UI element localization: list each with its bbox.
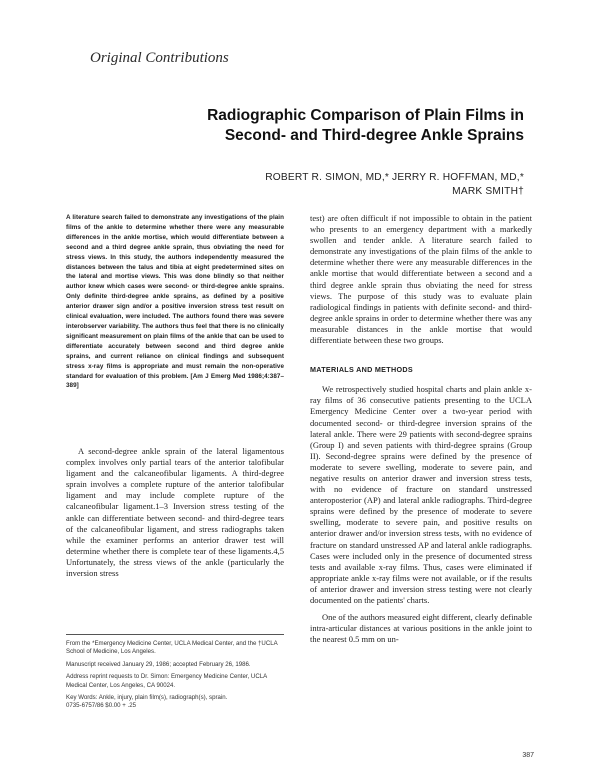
footnote-keywords: Key Words: Ankle, injury, plain film(s), radiograph(s), sprain.	[66, 694, 228, 702]
author-line-1: ROBERT R. SIMON, MD,* JERRY R. HOFFMAN, MD,*	[265, 172, 524, 183]
title-line-1: Radiographic Comparison of Plain Films in	[207, 107, 524, 124]
author-list	[84, 171, 524, 199]
footnote-rule	[66, 634, 284, 635]
footnotes	[66, 640, 284, 715]
footnote-reprints: Address reprint requests to Dr. Simon: Emergency Medicine Center, UCLA Medical Center, Los Angeles, CA 90024.	[66, 673, 267, 689]
author-line-2: MARK SMITH†	[452, 186, 524, 197]
intro-paragraph: A second-degree ankle sprain of the lateral ligamentous complex involves only partial tears of the anterior talofibular ligament and the calcaneofibular ligaments. A third-degree sprain involves a complete rupture of the anterior talofibular ligament and may include complete rupture of the calcaneofibular ligament.1–3 Inversion stress testing of the ankle can differentiate between second- and third-degree tears of the calcaneofibular ligament, and stress radiographs taken while the examiner performs an anterior drawer test will determine whether there is complete tear of these ligaments.4,5 Unfortunately, the stress views of the ankle (particularly the inversion stress	[66, 446, 284, 579]
footnote-received: Manuscript received January 29, 1986; accepted February 26, 1986.	[66, 660, 251, 668]
footnote-affiliation: From the *Emergency Medicine Center, UCLA Medical Center, and the †UCLA School of Medicine, Los Angeles.	[66, 640, 278, 656]
footnote-code: 0735-6757/86 $0.00 + .25	[66, 702, 136, 710]
page-number: 387	[522, 752, 534, 759]
article-title	[84, 106, 524, 146]
right-column	[310, 213, 532, 651]
methods-paragraph-2: One of the authors measured eight different, clearly definable intra-articular distances at various positions in the ankle joint to the nearest 0.5 mm on un-	[310, 612, 532, 645]
right-intro-paragraph: test) are often difficult if not impossible to obtain in the patient who presents to an emergency department with a markedly swollen and tender ankle. A literature search failed to demonstrate any investigations of the plain films of the ankle to determine whether there were any measurable differences in the ankle mortise that would differentiate between a second and a third degree ankle sprain thus obviating the need for stress views. The purpose of this study was to evaluate plain radiological findings in patients with definite second- and third-degree ankle sprains in order to determine whether there was any measurable distances in the ankle mortise that would differentiate between these two groups.	[310, 213, 532, 346]
abstract: A literature search failed to demonstrate any investigations of the plain films of the ankle to determine whether there were any measurable differences in the ankle mortise, which would differentiate between a second and a third degree ankle sprain, thus obviating the need for stress views. In this study, the authors independently measured the distances between the talus and tibia at eight predetermined sites on the lateral and mortise views. This was done blindly so that neither author knew which cases were second- or third-degree ankle sprains. Only definite third-degree ankle sprains, as defined by a positive anterior drawer sign and/or a positive inversion stress test result on clinical evaluation, were included. The authors found there was severe interobserver variability. The authors thus feel that there is no clinically significant measurement on plain films of the ankle that can be used to differentiate accurately between second and third degree ankle sprains, and current reliance on clinical findings and subsequent stress x-ray films is appropriate and must remain the non-operative standard for evaluation of this problem. [Am J Emerg Med 1986;4:387–389]	[66, 214, 284, 390]
title-line-2: Second- and Third-degree Ankle Sprains	[224, 127, 524, 144]
methods-paragraph-1: We retrospectively studied hospital charts and plain ankle x-ray films of 36 consecutive patients presenting to the UCLA Emergency Medicine Center over a two-year period with documented second- or third-degree inversion sprains of the lateral ankle. There were 29 patients with second-degree sprains (Group I) and seven patients with third-degree sprains (Group II). Second-degree sprains were defined by the presence of moderate to severe swelling, moderate to severe pain, and negative results on anterior drawer and inversion stress tests, with no evidence of fracture on standard unstressed anteroposterior (AP) and lateral ankle radiographs. Third-degree sprains were defined by the presence of moderate to severe swelling, moderate to severe pain, and positive results on anterior drawer and/or inversion stress tests, with no evidence of fracture on standard unstressed AP and lateral ankle radiographs. Cases were included only in the presence of documented stress tests and available x-ray films. Thus, cases were eliminated if appropriate ankle x-ray films were not available, or if the results of anterior drawer and inversion stress testing were not clearly documented on the patients' charts.	[310, 384, 532, 605]
section-label: Original Contributions	[90, 50, 229, 66]
methods-heading: MATERIALS AND METHODS	[310, 365, 413, 375]
